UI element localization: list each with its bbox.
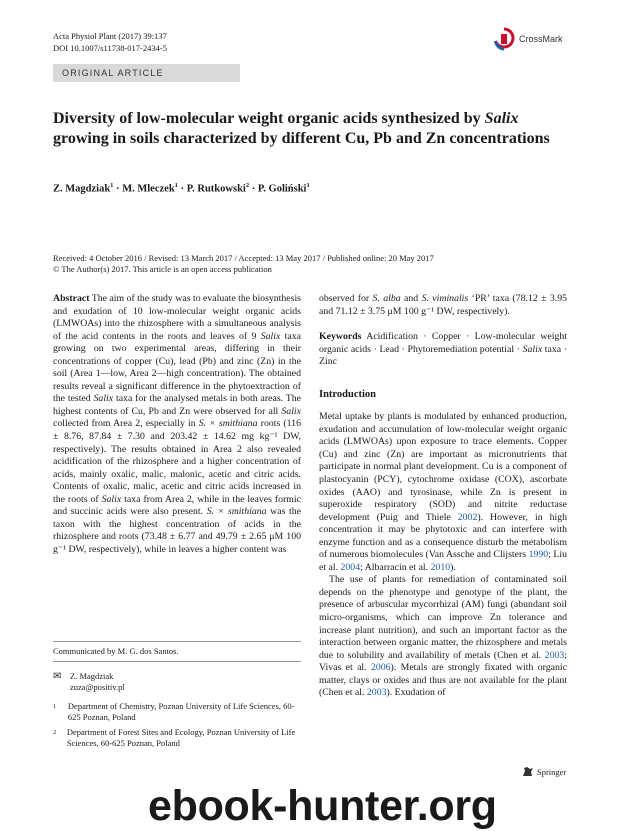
abstract-continuation bbox=[319, 293, 567, 318]
title-salix: Salix bbox=[484, 110, 519, 127]
paragraph-text: ). bbox=[450, 561, 456, 573]
author-affiliation-mark: 1 bbox=[174, 182, 178, 189]
footnote-divider-top bbox=[53, 641, 301, 642]
abstract bbox=[53, 293, 301, 556]
right-column bbox=[319, 293, 567, 700]
author-name[interactable]: P. Goliński bbox=[257, 183, 307, 195]
taxon-name: Salix bbox=[260, 330, 281, 342]
paragraph-text: ). Exudation of bbox=[386, 687, 446, 699]
author-name[interactable]: Z. Magdziak bbox=[53, 183, 111, 195]
abstract-text: collected from Area 2, especially in bbox=[53, 418, 199, 430]
affiliation-number: 1 bbox=[53, 703, 57, 710]
abstract-text: roots (116 ± 8.76, 87.84 ± 7.30 and 203.42 ± 14.62 mg kg⁻¹ DW, respectively). The results obtained in Area 2 also revealed acidification of the rhizosphere and a higher concentration of acids, mainly oxalic, malic, malonic, acetic and citric acids. Contents of oxalic, malic, acetic and citric acids increased in the roots of bbox=[53, 418, 301, 505]
crossmark-badge[interactable] bbox=[493, 27, 563, 51]
paragraph-text: ; Liu et al. bbox=[319, 549, 567, 573]
section-label: ORIGINAL ARTICLE bbox=[53, 64, 240, 82]
crossmark-icon bbox=[493, 27, 515, 51]
taxon-name: Salix bbox=[281, 405, 301, 417]
affiliation-2 bbox=[53, 727, 301, 749]
abstract-text: and bbox=[400, 293, 422, 304]
taxon-name: S. × smithiana bbox=[198, 418, 258, 430]
taxon-name: Salix bbox=[101, 493, 122, 505]
crossmark-label: CrossMark bbox=[519, 34, 563, 44]
author-affiliation-mark: 1 bbox=[306, 182, 310, 189]
abstract-text: The aim of the study was to evaluate the biosynthesis and exudation of 10 low-molecular weight organic acids (LMWOAs) into the rhizosphere with a simultaneous analysis of the acid contents in the roots and leaves of 9 bbox=[53, 293, 301, 342]
publisher-name: Springer bbox=[537, 766, 567, 777]
taxon-name: S. viminalis bbox=[421, 293, 469, 304]
taxon-name: Salix bbox=[93, 393, 114, 405]
author-name[interactable]: M. Mleczek bbox=[122, 183, 175, 195]
footnote-divider bbox=[53, 661, 301, 662]
corresponding-name: Z. Magdziak bbox=[70, 671, 114, 681]
author-affiliation-mark: 1 bbox=[110, 182, 114, 189]
abstract-text: was the taxon with the highest concentration of acids in the rhizosphere and roots (73.48 ± 6.77 and 49.79 ± 2.65 μM 100 g⁻¹ DW, respectively), while in leaves a higher content was bbox=[53, 506, 301, 555]
citation-link[interactable]: 2003 bbox=[544, 649, 565, 661]
affiliation-number: 2 bbox=[53, 729, 57, 736]
paragraph-text: ). Metals are strongly fixated with organic matter, clays or oxides and thus are not available for the plant (Chen et al. bbox=[319, 662, 567, 699]
citation-link[interactable]: 2004 bbox=[340, 561, 361, 573]
intro-paragraph bbox=[319, 574, 567, 699]
abstract-text: taxa for the analysed metals in both areas. The highest contents of Cu, Pb and Zn were observed for all bbox=[53, 393, 302, 417]
doi-line[interactable]: DOI 10.1007/s11738-017-2434-5 bbox=[53, 42, 167, 53]
article-history bbox=[53, 253, 573, 275]
corresponding-email[interactable]: zuza@positiv.pl bbox=[70, 682, 125, 692]
watermark: ebook-hunter.org bbox=[148, 782, 497, 830]
keywords-label: Keywords bbox=[319, 331, 362, 343]
abstract-label: Abstract bbox=[53, 293, 90, 304]
paragraph-text: The use of plants for remediation of contaminated soil depends on the phenotype and genotype of the plant, the presence of arbuscular mycorrhizal (AM) fungi (abundant soil micro-organisms, which can improve Zn tolerance and increase plant nutrition), and such an important factor as the interaction between organic matter, the rhizosphere and metals due to solubility and availability of metals (Chen et al. bbox=[319, 574, 567, 661]
keywords bbox=[319, 331, 567, 369]
affiliation-text: Department of Chemistry, Poznan University of Life Sciences, 60-625 Poznan, Poland bbox=[67, 701, 295, 722]
history-dates: Received: 4 October 2016 / Revised: 13 March 2017 / Accepted: 13 May 2017 / Published online: 20 May 2017 bbox=[53, 253, 434, 263]
paragraph-text: ; Albarracín et al. bbox=[360, 561, 431, 573]
corresponding-author bbox=[53, 671, 301, 693]
paragraph-text: Metal uptake by plants is modulated by enhanced production, exudation and accumulation of low-molecular weight organic acids (LMWOAs) upon exposure to trace elements. Copper (Cu) and zinc (Zn) are important as micronutrients that participate in normal plant development. Cu is a component of plastocyanin (PCY), cytochrome oxidase (COX), ascorbate oxides (AAO) and tyrosinase, while Zn is present in superoxide respiratory (SOD) and nitrite reductase development (Puig and Thiele bbox=[319, 411, 567, 523]
keywords-text: Acidification · Copper · Low-molecular weight organic acids · Lead · Phytoremediation potential · bbox=[319, 331, 567, 355]
author-separator: · bbox=[177, 183, 187, 195]
author-list bbox=[53, 182, 573, 195]
author-affiliation-mark: 2 bbox=[245, 182, 250, 189]
author-name[interactable]: P. Rutkowski bbox=[186, 183, 246, 195]
section-heading-introduction: Introduction bbox=[319, 388, 376, 400]
abstract-text: taxa from Area 2, while in the leaves formic and succinic acids were also present. bbox=[53, 493, 301, 518]
citation-link[interactable]: 2003 bbox=[366, 687, 387, 699]
abstract-text: ‘PR’ taxa (78.12 ± 3.95 and 71.12 ± 3.75 μM 100 g⁻¹ DW, respectively). bbox=[319, 293, 568, 317]
taxon-name: S. alba bbox=[372, 293, 401, 304]
title-part-2: growing in soils characterized by different Cu, Pb and Zn concentrations bbox=[53, 130, 550, 147]
springer-horse-icon bbox=[522, 766, 534, 777]
title-part-1: Diversity of low-molecular weight organic acids synthesized by bbox=[53, 110, 485, 127]
publisher-logo bbox=[522, 766, 566, 777]
citation-link[interactable]: 2002 bbox=[457, 511, 478, 523]
intro-paragraph bbox=[319, 411, 567, 574]
affiliation-text: Department of Forest Sites and Ecology, Poznan University of Life Sciences, 60-625 Poznan, Poland bbox=[66, 727, 296, 748]
abstract-text: taxa growing on two experimental areas, differing in their concentrations of copper (Cu), lead (Pb) and zinc (Zn) in the soil (Area 1—low, Area 2—high concentration). The obtained results reveal a significant difference in the phytoextraction of the tested bbox=[53, 330, 301, 405]
journal-citation bbox=[53, 31, 167, 54]
citation-link[interactable]: 1990 bbox=[528, 549, 549, 561]
envelope-icon: ✉ bbox=[53, 671, 62, 682]
paragraph-text: ). However, in high concentration it may be phytotoxic and can interfere with enzyme function and as a consequence disturb the metabolism of numerous biomolecules (Van Assche and Clijsters bbox=[319, 511, 567, 561]
citation-link[interactable]: 2010 bbox=[430, 561, 451, 573]
abstract-text: observed for bbox=[319, 293, 373, 304]
paragraph-text: ; Vivas et al. bbox=[319, 649, 567, 674]
citation-link[interactable]: 2006 bbox=[370, 662, 391, 674]
affiliation-1 bbox=[53, 701, 301, 723]
copyright-line: © The Author(s) 2017. This article is an open access publication bbox=[53, 264, 272, 274]
taxon-name: S. × smithiana bbox=[206, 506, 267, 518]
author-separator: · bbox=[249, 183, 258, 195]
journal-line-1: Acta Physiol Plant (2017) 39:137 bbox=[53, 31, 167, 41]
taxon-name: Salix bbox=[522, 343, 543, 355]
article-title bbox=[53, 109, 573, 149]
communicated-by: Communicated by M. G. dos Santos. bbox=[53, 646, 179, 656]
author-separator: · bbox=[113, 183, 123, 195]
keywords-text: taxa · Zinc bbox=[319, 343, 567, 368]
